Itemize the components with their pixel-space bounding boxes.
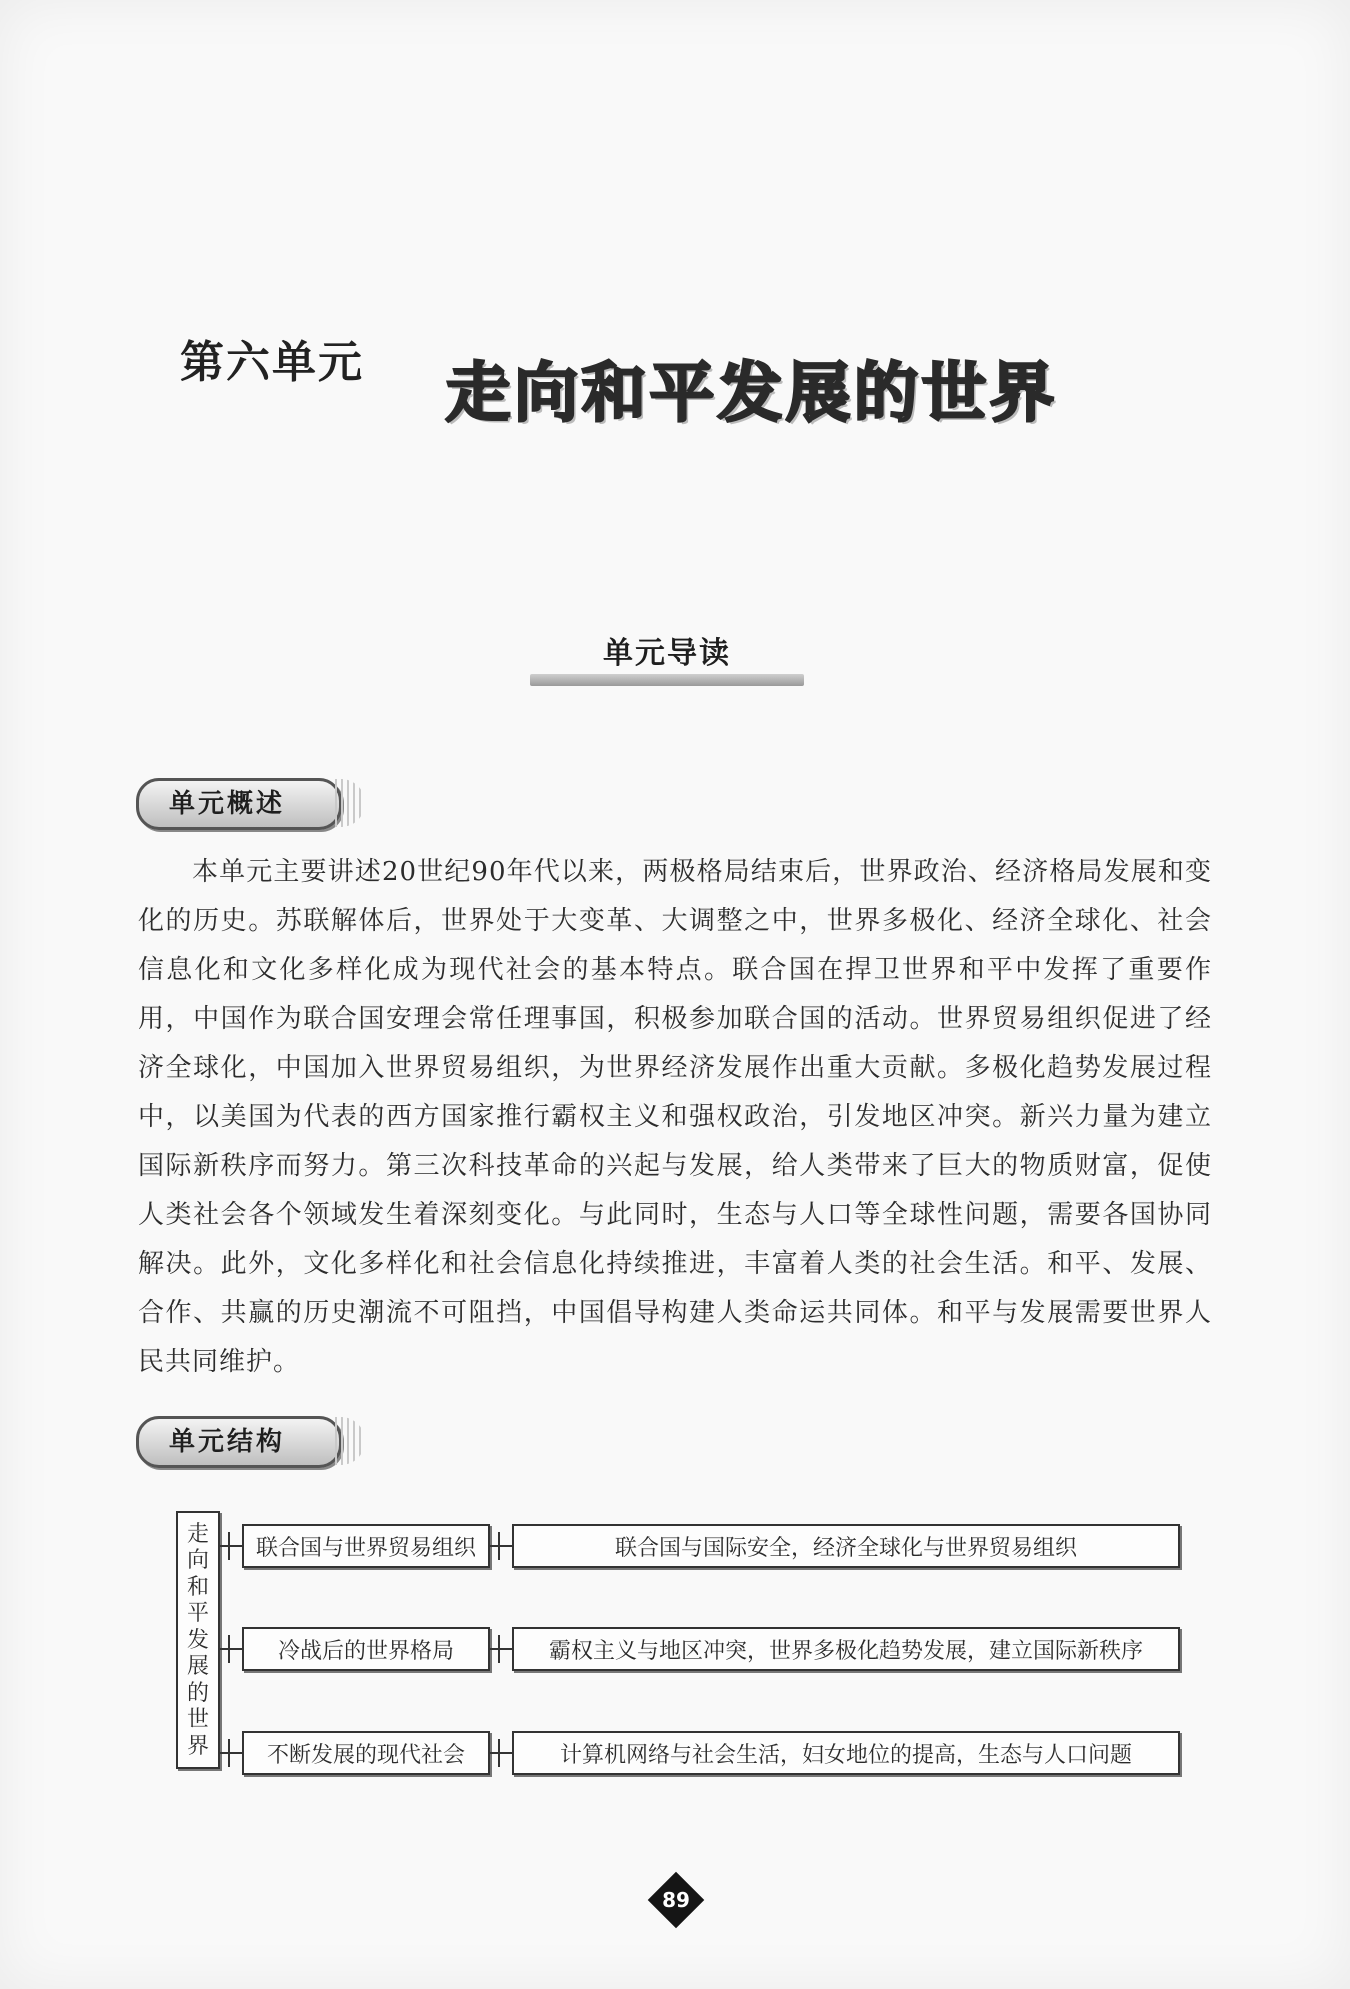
- unit-guide-underline: [530, 674, 804, 686]
- connector-line: [500, 1752, 512, 1754]
- root-char: 向: [186, 1548, 209, 1574]
- root-char: 界: [186, 1733, 209, 1759]
- topic-box: 不断发展的现代社会: [242, 1731, 490, 1775]
- connector-line: [228, 1532, 230, 1560]
- connector-line: [230, 1648, 242, 1650]
- structure-root-box: [176, 1511, 220, 1769]
- connector-line: [228, 1635, 230, 1663]
- detail-box: 计算机网络与社会生活，妇女地位的提高，生态与人口问题: [512, 1731, 1180, 1775]
- connector-line: [220, 1752, 228, 1754]
- root-char: 和: [186, 1574, 209, 1600]
- unit-guide-title: 单元导读: [603, 636, 731, 671]
- unit-label: 第六单元: [180, 337, 364, 388]
- connector-line: [500, 1545, 512, 1547]
- root-char: 发: [186, 1627, 209, 1653]
- page-number-badge: [648, 1872, 704, 1928]
- connector-line: [498, 1739, 500, 1767]
- unit-title: 走向和平发展的世界: [446, 357, 1058, 431]
- connector-line: [230, 1752, 242, 1754]
- root-char: 的: [186, 1680, 209, 1706]
- connector-line: [490, 1648, 498, 1650]
- topic-box: 冷战后的世界格局: [242, 1627, 490, 1671]
- root-char: 展: [186, 1654, 209, 1680]
- connector-line: [220, 1545, 228, 1547]
- connector-line: [490, 1545, 498, 1547]
- detail-box: 霸权主义与地区冲突，世界多极化趋势发展，建立国际新秩序: [512, 1627, 1180, 1671]
- connector-line: [220, 1648, 228, 1650]
- connector-line: [230, 1545, 242, 1547]
- overview-paragraph: 本单元主要讲述20世纪90年代以来，两极格局结束后，世界政治、经济格局发展和变化的历史。苏联解体后，世界处于大变革、大调整之中，世界多极化、经济全球化、社会信息化和文化多样化成为现代社会的基本特点。联合国在捍卫世界和平中发挥了重要作用，中国作为联合国安理会常任理事国，积极参加联合国的活动。世界贸易组织促进了经济全球化，中国加入世界贸易组织，为世界经济发展作出重大贡献。多极化趋势发展过程中，以美国为代表的西方国家推行霸权主义和强权政治，引发地区冲突。新兴力量为建立国际新秩序而努力。第三次科技革命的兴起与发展，给人类带来了巨大的物质财富，促使人类社会各个领域发生着深刻变化。与此同时，生态与人口等全球性问题，需要各国协同解决。此外，文化多样化和社会信息化持续推进，丰富着人类的社会生活。和平、发展、合作、共赢的历史潮流不可阻挡，中国倡导构建人类命运共同体。和平与发展需要世界人民共同维护。: [138, 857, 1212, 1377]
- structure-heading: 单元结构: [136, 1416, 342, 1468]
- connector-line: [498, 1532, 500, 1560]
- overview-heading: 单元概述: [136, 778, 342, 830]
- root-char: 走: [186, 1521, 209, 1547]
- root-char: 平: [186, 1601, 209, 1627]
- root-char: 世: [186, 1707, 209, 1733]
- unit-guide-banner: [530, 628, 804, 690]
- connector-line: [498, 1635, 500, 1663]
- detail-box: 联合国与国际安全，经济全球化与世界贸易组织: [512, 1524, 1180, 1568]
- connector-line: [228, 1739, 230, 1767]
- connector-line: [490, 1752, 498, 1754]
- topic-box: 联合国与世界贸易组织: [242, 1524, 490, 1568]
- connector-line: [500, 1648, 512, 1650]
- page-number: 89: [662, 1888, 690, 1912]
